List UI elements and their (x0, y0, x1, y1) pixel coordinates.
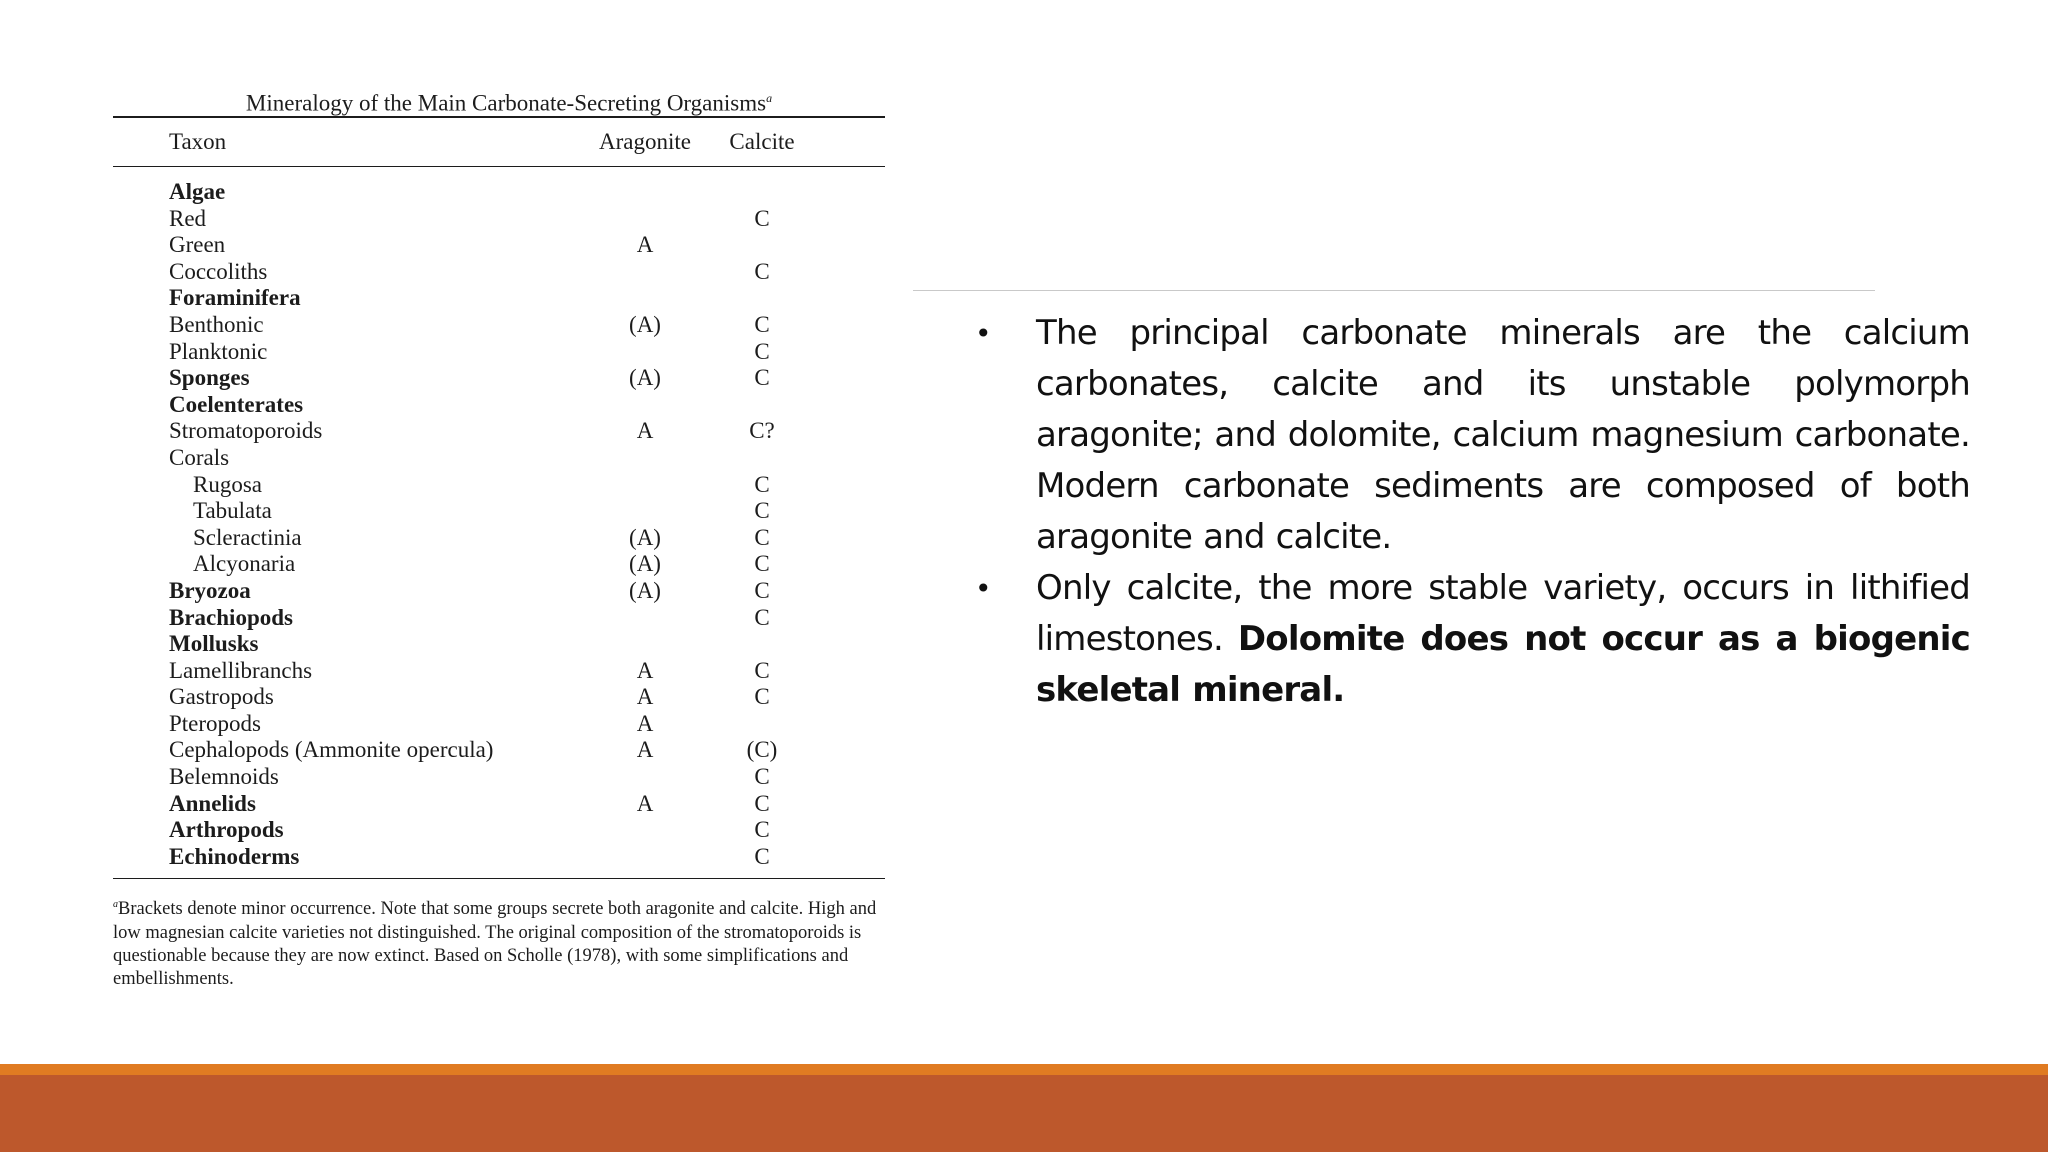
table-row (113, 737, 885, 764)
cell-taxon: Arthropods (169, 817, 284, 843)
table-row (113, 179, 885, 206)
table-row (113, 631, 885, 658)
cell-aragonite (574, 764, 716, 791)
cell-aragonite: A (636, 710, 654, 736)
table-row (113, 472, 885, 499)
table-row (113, 498, 885, 525)
table-row (113, 259, 885, 286)
table-row (113, 339, 885, 366)
cell-taxon: Tabulata (193, 498, 272, 524)
cell-aragonite (574, 392, 716, 419)
cell-taxon: Cephalopods (Ammonite opercula) (169, 737, 494, 763)
cell-calcite: C (754, 338, 770, 364)
cell-aragonite (574, 179, 716, 206)
table-title-text: Mineralogy of the Main Carbonate-Secreting Organisms (245, 90, 767, 116)
cell-calcite (716, 232, 808, 259)
bullet-dot-icon: • (975, 572, 991, 605)
cell-calcite (716, 445, 808, 472)
footnote-text: Brackets denote minor occurrence. Note that some groups secrete both aragonite and calcite. High and low magnesian calcite varieties not distinguished. The original composition of the stromatoporoids is questionable because they are now extinct. Based on Scholle (1978), with some simplifications and embellishments. (113, 899, 877, 989)
bullet-dot-icon: • (975, 317, 991, 350)
cell-calcite: C (754, 790, 770, 816)
cell-taxon: Scleractinia (193, 524, 302, 550)
cell-taxon: Sponges (169, 365, 250, 391)
cell-aragonite: (A) (629, 577, 661, 603)
cell-taxon: Lamellibranchs (169, 657, 313, 683)
cell-taxon: Belemnoids (169, 764, 279, 790)
footer-accent-band (0, 1064, 2048, 1075)
cell-calcite: C (754, 551, 770, 577)
cell-aragonite (574, 498, 716, 525)
cell-aragonite: A (636, 684, 654, 710)
table-row (113, 525, 885, 552)
cell-calcite: C (754, 258, 770, 284)
cell-aragonite (574, 631, 716, 658)
cell-aragonite: (A) (629, 365, 661, 391)
cell-taxon: Foraminifera (169, 285, 301, 311)
cell-aragonite (574, 285, 716, 312)
cell-taxon: Coccoliths (169, 258, 268, 284)
cell-calcite (716, 392, 808, 419)
mineralogy-table (113, 80, 885, 991)
cell-aragonite: A (636, 737, 654, 763)
cell-taxon: Stromatoporoids (169, 418, 323, 444)
table-title-mark: a (766, 91, 773, 105)
table-body (113, 167, 885, 878)
cell-aragonite (574, 259, 716, 286)
table-title (113, 80, 885, 116)
table-row (113, 392, 885, 419)
table-bottom-rule (113, 878, 885, 879)
cell-aragonite (574, 605, 716, 632)
cell-calcite: C (754, 843, 770, 869)
header-taxon: Taxon (169, 129, 227, 154)
cell-calcite: C (754, 311, 770, 337)
cell-taxon: Alcyonaria (193, 551, 296, 577)
header-calcite: Calcite (729, 129, 795, 154)
cell-taxon: Pteropods (169, 710, 261, 736)
cell-aragonite: (A) (629, 524, 661, 550)
cell-calcite: C (754, 471, 770, 497)
cell-calcite (716, 711, 808, 738)
cell-taxon: Coelenterates (169, 391, 304, 417)
cell-calcite: C (754, 684, 770, 710)
cell-aragonite: (A) (629, 551, 661, 577)
title-divider (913, 290, 1875, 291)
table-row (113, 684, 885, 711)
cell-taxon: Echinoderms (169, 843, 300, 869)
bullet-text: Only calcite, the more stable variety, occurs in lithified limestones. (1036, 568, 1970, 659)
table-row (113, 791, 885, 818)
cell-calcite: C (754, 604, 770, 630)
table-row (113, 764, 885, 791)
table-row (113, 605, 885, 632)
table-row (113, 418, 885, 445)
bullet-bold-text: Dolomite does not occur as a biogenic skeletal mineral. (1036, 619, 1970, 710)
table-footnote (113, 893, 903, 990)
table-row (113, 817, 885, 844)
cell-calcite (716, 631, 808, 658)
cell-aragonite (574, 472, 716, 499)
cell-taxon: Planktonic (169, 338, 268, 364)
cell-taxon: Benthonic (169, 311, 264, 337)
table-row (113, 844, 885, 871)
cell-aragonite: A (636, 790, 654, 816)
cell-aragonite: (A) (629, 311, 661, 337)
table-row (113, 312, 885, 339)
cell-calcite: C (754, 817, 770, 843)
cell-calcite: (C) (746, 737, 778, 763)
cell-calcite: C (754, 498, 770, 524)
cell-aragonite: A (636, 418, 654, 444)
table-row (113, 711, 885, 738)
cell-calcite: C (754, 657, 770, 683)
cell-taxon: Gastropods (169, 684, 274, 710)
cell-taxon: Rugosa (193, 471, 262, 497)
footer-band (0, 1075, 2048, 1152)
table-row (113, 551, 885, 578)
table-row (113, 232, 885, 259)
cell-calcite (716, 285, 808, 312)
cell-calcite: C? (749, 418, 775, 444)
cell-aragonite (574, 445, 716, 472)
cell-taxon: Annelids (169, 790, 256, 816)
bullet-item (975, 308, 1970, 563)
table-header-row (113, 118, 885, 166)
bullet-text: The principal carbonate minerals are the calcium carbonates, calcite and its unstable polymorph aragonite; and dolomite, calcium magnesium carbonate. Modern carbonate sediments are composed of both aragonite and calcite. (1036, 313, 1970, 557)
cell-calcite: C (754, 365, 770, 391)
cell-taxon: Algae (169, 179, 226, 204)
table-row (113, 285, 885, 312)
cell-aragonite (574, 206, 716, 233)
cell-aragonite: A (636, 657, 654, 683)
cell-taxon: Bryozoa (169, 577, 251, 603)
cell-taxon: Corals (169, 444, 230, 470)
cell-calcite: C (754, 577, 770, 603)
cell-aragonite (574, 339, 716, 366)
footnote-mark: a (113, 899, 118, 911)
table-row (113, 365, 885, 392)
bullet-list (975, 308, 1970, 716)
cell-taxon: Mollusks (169, 631, 259, 657)
table-row (113, 445, 885, 472)
cell-taxon: Red (169, 205, 207, 231)
table-row (113, 206, 885, 233)
header-aragonite: Aragonite (599, 129, 691, 154)
cell-aragonite: A (636, 232, 654, 258)
cell-calcite: C (754, 205, 770, 231)
table-row (113, 578, 885, 605)
table-row (113, 658, 885, 685)
cell-aragonite (574, 844, 716, 871)
cell-aragonite (574, 817, 716, 844)
cell-taxon: Green (169, 232, 226, 258)
cell-calcite: C (754, 764, 770, 790)
cell-calcite (716, 179, 808, 206)
bullet-item (975, 563, 1970, 716)
cell-taxon: Brachiopods (169, 604, 293, 630)
cell-calcite: C (754, 524, 770, 550)
